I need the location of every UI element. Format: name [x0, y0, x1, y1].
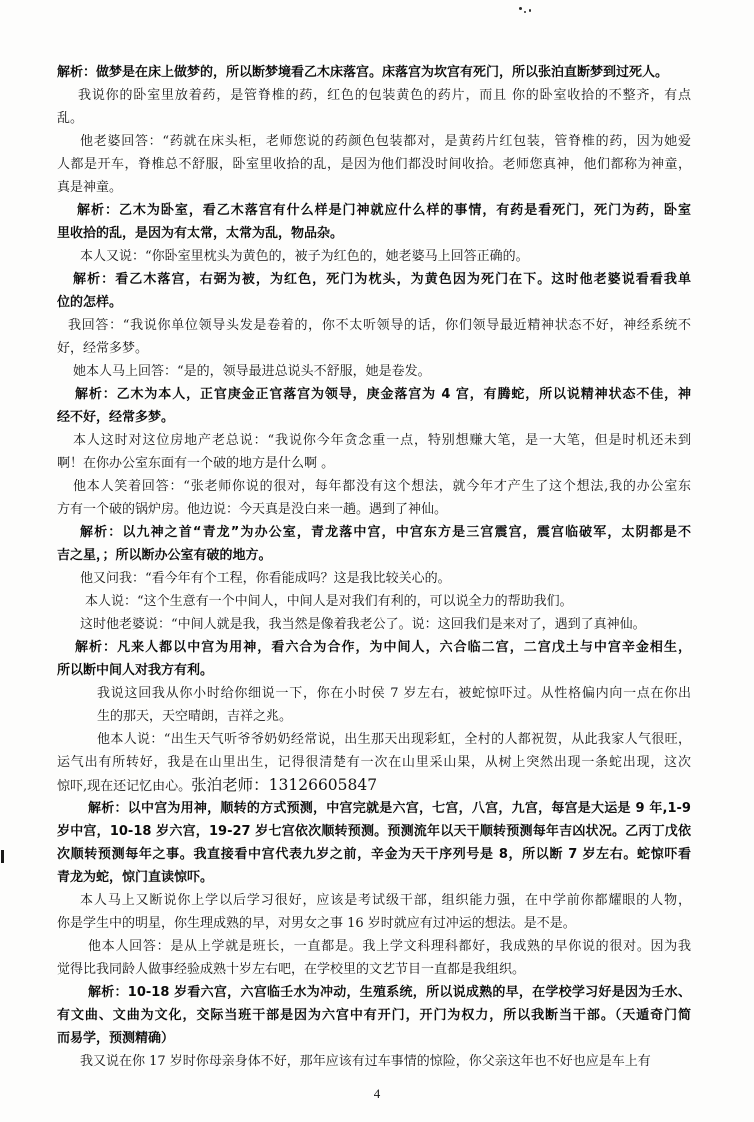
line-text: 他本人笑着回答：“张老师你说的很对，每年都没有这个想法，就今年才产生了这个想法,我的办公室东: [73, 479, 691, 494]
line-text: 10-18 岁看六宫，六宫临壬水为冲动，生殖系统，所以说成熟的早，在学校学习好是因为壬水、: [127, 985, 691, 1000]
line-text: 看乙木落宫，右弼为被，为红色，死门为枕头，为黄色因为死门在下。这时他老婆说看看我单: [115, 272, 691, 287]
line-text: 凡来人都以中宫为用神，看六合为合作，为中间人，六合临二宫，二宫戊土与中宫辛金相生，: [117, 640, 691, 655]
text-line: [57, 544, 691, 567]
line-text: 位的怎样。: [57, 295, 123, 310]
contact-text: 张泊老师：13126605847: [191, 776, 378, 794]
line-text: 人都是开车，脊椎总不舒服，卧室里收拾的乱，是因为他们都没时间收拾。老师您真神，他们都称为神童，: [57, 157, 691, 172]
text-line: [57, 84, 691, 107]
line-text: 经不好，经常多梦。: [57, 410, 175, 425]
line-text: 他又问我：“看今年有个工程，你看能成吗？这是我比较关心的。: [80, 571, 451, 586]
line-text: 他老婆回答：“药就在床头柜，老师您说的药颜色包装都对，是黄药片红包装，管脊椎的药，因为她爱: [80, 134, 691, 149]
scan-speck: [524, 11, 526, 13]
line-text: 吉之星，；所以断办公室有破的地方。: [57, 548, 272, 563]
text-line: [57, 61, 691, 84]
line-text: 乙木为本人，正官庚金正官落宫为领导，庚金落宫为 4 宫，有腾蛇，所以说精神状态不佳，神: [116, 387, 691, 402]
text-line: [57, 429, 691, 452]
text-line: [57, 337, 691, 360]
analysis-paragraph: [57, 521, 691, 567]
analysis-paragraph: [57, 268, 691, 314]
text-line: [57, 659, 691, 682]
line-text: 这时他老婆说：“中间人就是我，我当然是像着我老公了。说：这回我们是来对了，遇到了真神仙。: [80, 617, 646, 632]
text-line: [57, 130, 691, 153]
paragraph: [57, 245, 691, 268]
paragraph: [57, 728, 691, 797]
paragraph: [57, 360, 691, 383]
scan-speck: [519, 7, 522, 10]
text-line: [57, 728, 691, 751]
text-line: [57, 820, 691, 843]
analysis-label: 解析：: [77, 203, 119, 218]
analysis-label: 解析：: [73, 272, 116, 287]
analysis-paragraph: [57, 61, 691, 84]
line-text: 岁中宫，10-18 岁六宫，19-27 岁七宫依次顺转预测。预测流年以天干顺转预测每年吉凶状况。乙丙丁戊依: [57, 824, 691, 839]
line-text: 惊吓,现在还记忆由心。: [57, 779, 192, 794]
text-line: [57, 912, 691, 935]
line-text: 啊！在你办公室东面有一个破的地方是什么啊 。: [57, 456, 335, 471]
text-line: [57, 682, 691, 705]
line-text: 运气出有所转好，我是在山里出生，记得很清楚有一次在山里采山果，从树上突然出现一条蛇出现，这次: [57, 755, 691, 770]
line-text: 有文曲、文曲为文化，交际当班干部是因为六宫中有开门，开门为权力，所以我断当干部。（天遁奇门简: [57, 1008, 691, 1023]
line-text: 生的那天，天空晴朗，吉祥之兆。: [97, 709, 293, 724]
analysis-label: 解析：: [57, 65, 97, 80]
line-text: 里收拾的乱，是因为有太常，太常为乱，物品杂。: [57, 226, 344, 241]
text-line: [57, 958, 691, 981]
line-text: 所以断中间人对我方有利。: [57, 663, 214, 678]
text-line: [57, 383, 691, 406]
line-text: 本人又说：“你卧室里枕头为黄色的，被子为红色的，她老婆马上回答正确的。: [80, 249, 529, 264]
analysis-paragraph: [57, 199, 691, 245]
analysis-label: 解析：: [88, 985, 128, 1000]
text-line: [57, 222, 691, 245]
paragraph: [57, 1050, 691, 1073]
line-text: 以九神之首“青龙”为办公室，青龙落中宫，中宫东方是三宫震宫，震宫临破军，太阴都是不: [122, 525, 691, 540]
paragraph: [57, 889, 691, 935]
line-text: 好，经常多梦。: [57, 341, 149, 356]
paragraph: [57, 130, 691, 199]
text-line: [57, 153, 691, 176]
paragraph: [57, 682, 691, 728]
text-line: [57, 107, 691, 130]
line-text: 我说你的卧室里放着药，是管脊椎的药，红色的包装黄色的药片，而且 你的卧室收拾的不整齐，有点: [78, 88, 691, 103]
text-line: [57, 176, 691, 199]
analysis-label: 解析：: [75, 640, 118, 655]
analysis-paragraph: [57, 636, 691, 682]
text-line: [57, 935, 691, 958]
line-text: 次顺转预测每年之事。我直接看中宫代表九岁之前，辛金为天干序列号是 8，所以断 7 岁左右。蛇惊吓看: [57, 847, 691, 862]
line-text: 本人这时对这位房地产老总说：“我说你今年贪念重一点，特别想赚大笔，是一大笔，但是时机还未到: [73, 433, 691, 448]
text-line: [57, 498, 691, 521]
analysis-paragraph: [57, 797, 691, 889]
line-text: 青龙为蛇，惊门直读惊吓。: [57, 870, 214, 885]
page-body: [57, 61, 691, 1073]
text-line: [57, 314, 691, 337]
text-line: [57, 360, 691, 383]
line-text: 你是学生中的明星，你生理成熟的早，对男女之事 16 岁时就应有过冲运的想法。是不是。: [57, 916, 576, 931]
text-line: [57, 797, 691, 820]
analysis-paragraph: [57, 383, 691, 429]
text-line: [57, 245, 691, 268]
text-line: [57, 981, 691, 1004]
line-text: 本人马上又断说你上学以后学习很好，应该是考试级干部，组织能力强，在中学前你都耀眼的人物，: [80, 893, 691, 908]
line-text: 我回答：“我说你单位领导头发是卷着的，你不太听领导的话，你们领导最近精神状态不好，神经系统不: [68, 318, 691, 333]
text-line: [57, 866, 691, 889]
line-text: 他本人说：“出生天气听爷爷奶奶经常说，出生那天出现彩虹，全村的人都祝贺，从此我家人气很旺，: [97, 732, 691, 747]
scan-speck: [529, 9, 531, 12]
text-line: [57, 751, 691, 774]
line-text: 真是神童。: [57, 180, 123, 195]
text-line: [57, 406, 691, 429]
line-text: 我说这回我从你小时给你细说一下，你在小时侯 7 岁左右，被蛇惊吓过。从性格偏内向一点在你出: [97, 686, 691, 701]
scan-edge-mark: [1, 850, 4, 863]
line-text: 而易学，预测精确）: [57, 1031, 175, 1046]
text-line: [57, 613, 691, 636]
paragraph: [57, 613, 691, 636]
text-line: [57, 268, 691, 291]
analysis-label: 解析：: [75, 387, 117, 402]
text-line: [57, 705, 691, 728]
text-line: [57, 521, 691, 544]
text-line: [57, 843, 691, 866]
text-line: [57, 590, 691, 613]
line-text: 乙木为卧室，看乙木落宫有什么样是门神就应什么样的事情，有药是看死门，死门为药，卧室: [118, 203, 691, 218]
line-text: 做梦是在床上做梦的，所以断梦境看乙木床落宫。床落宫为坎宫有死门，所以张泊直断梦到过死人。: [96, 65, 669, 80]
text-line: [57, 452, 691, 475]
paragraph: [57, 567, 691, 590]
text-line: [57, 567, 691, 590]
line-text: 方有一个破的锅炉房。他边说：今天真是没白来一趟。遇到了神仙。: [57, 502, 448, 517]
text-line: [57, 1050, 691, 1073]
text-line: [57, 889, 691, 912]
line-text: 觉得比我同龄人做事经验成熟十岁左右吧，在学校里的文艺节目一直都是我组织。: [57, 962, 526, 977]
paragraph: [57, 590, 691, 613]
analysis-label: 解析：: [80, 525, 123, 540]
page-number: 4: [373, 1086, 381, 1101]
text-line: [57, 774, 691, 797]
paragraph: [57, 475, 691, 521]
analysis-paragraph: [57, 981, 691, 1050]
text-line: [57, 199, 691, 222]
paragraph: [57, 935, 691, 981]
text-line: [57, 291, 691, 314]
text-line: [57, 475, 691, 498]
line-text: 乱。: [57, 111, 84, 126]
paragraph: [57, 84, 691, 130]
line-text: 她本人马上回答：“是的，领导最进总说头不舒服，她是卷发。: [73, 364, 431, 379]
text-line: [57, 636, 691, 659]
line-text: 我又说在你 17 岁时你母亲身体不好，那年应该有过车事情的惊险，你父亲这年也不好也应是车上有: [80, 1054, 651, 1069]
text-line: [57, 1027, 691, 1050]
line-text: 他本人回答：是从上学就是班长，一直都是。我上学文科理科都好，我成熟的早你说的很对。因为我: [88, 939, 691, 954]
line-text: 本人说：“这个生意有一个中间人，中间人是对我们有利的，可以说全力的帮助我们。: [85, 594, 573, 609]
analysis-label: 解析：: [88, 801, 128, 816]
paragraph: [57, 429, 691, 475]
paragraph: [57, 314, 691, 360]
text-line: [57, 1004, 691, 1027]
line-text: 以中宫为用神，顺转的方式预测，中宫完就是六宫，七宫，八宫，九宫，每宫是大运是 9 年,1-9: [127, 801, 691, 816]
